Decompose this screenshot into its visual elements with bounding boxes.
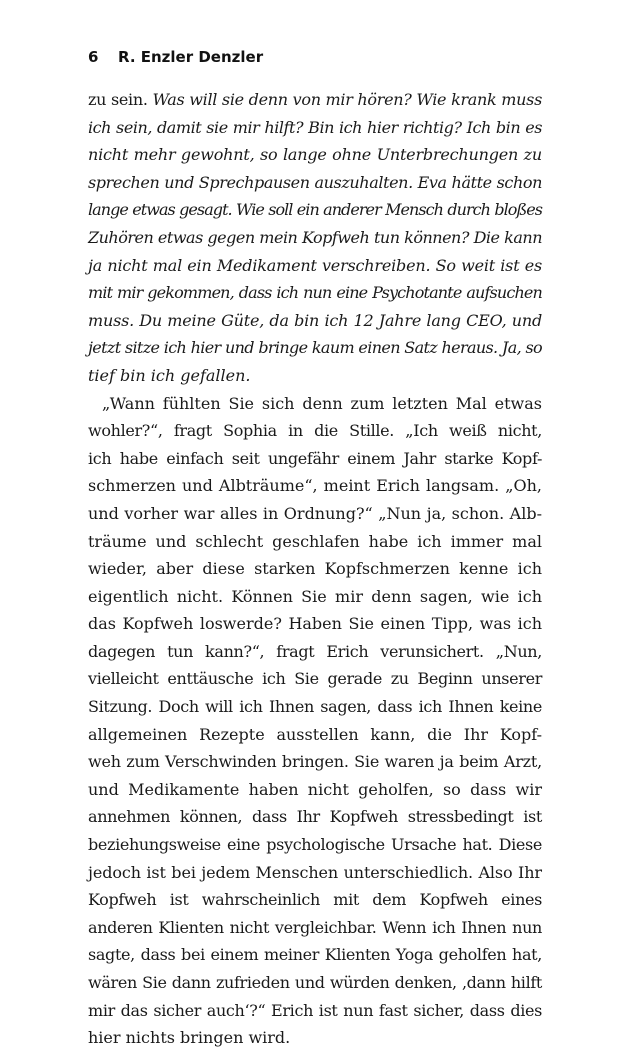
text-line [88, 1024, 542, 1052]
text-line [88, 196, 542, 224]
text-line [88, 693, 542, 721]
text-line [88, 969, 542, 997]
text-line [88, 803, 542, 831]
italic-text-run: muss. Du meine Güte, da bin ich 12 Jahre lang CEO, und [88, 310, 542, 330]
text-line [88, 610, 542, 638]
text-run: schmerzen und Albträume“, meint Erich langsam. „Oh, [88, 476, 542, 496]
text-line [88, 445, 542, 473]
text-run: wieder, aber diese starken Kopfschmerzen kenne ich [88, 559, 542, 579]
text-run: wären Sie dann zufrieden und würden denken, ‚dann hilft [88, 973, 542, 992]
italic-text-run: ich sein, damit sie mir hilft? Bin ich hier richtig? Ich bin es [88, 117, 542, 137]
text-line [88, 141, 542, 169]
text-line [88, 169, 542, 197]
text-line [88, 665, 542, 693]
text-line [88, 776, 542, 804]
italic-text-run: mit mir gekommen, dass ich nun eine Psychotante aufsuchen [88, 283, 542, 303]
text-run: und Medikamente haben nicht geholfen, so dass wir [88, 779, 542, 799]
italic-text-run: nicht mehr gewohnt, so lange ohne Unterbrechungen zu [88, 145, 542, 165]
text-run: wohler?“, fragt Sophia in die Stille. „Ich weiß nicht, [88, 421, 542, 441]
text-run: zu sein. [88, 90, 153, 109]
text-run: hier nichts bringen wird. [88, 1028, 291, 1048]
text-run: weh zum Verschwinden bringen. Sie waren ja beim Arzt, [88, 752, 542, 772]
italic-text-run: ja nicht mal ein Medikament verschreiben. So weit ist es [88, 255, 542, 275]
text-line [88, 748, 542, 776]
text-run: „Wann fühlten Sie sich denn zum letzten Mal etwas [102, 393, 542, 413]
text-line [88, 886, 542, 914]
text-run: sagte, dass bei einem meiner Klienten Yoga geholfen hat, [88, 945, 542, 965]
text-run: jedoch ist bei jedem Menschen unterschiedlich. Also Ihr [88, 862, 542, 882]
text-line [88, 721, 542, 749]
text-line [88, 472, 542, 500]
page-number: 6 [88, 48, 99, 66]
text-line [88, 555, 542, 583]
text-run: Sitzung. Doch will ich Ihnen sagen, dass ich Ihnen keine [88, 697, 542, 717]
text-line [88, 528, 542, 556]
text-line [88, 914, 542, 942]
text-run: beziehungsweise eine psychologische Ursache hat. Diese [88, 835, 542, 855]
text-line [88, 583, 542, 611]
italic-text-run: sprechen und Sprechpausen auszuhalten. Eva hätte schon [88, 172, 542, 192]
text-line [88, 638, 542, 666]
text-run: anderen Klienten nicht vergleichbar. Wenn ich Ihnen nun [88, 917, 542, 937]
text-run: dagegen tun kann?“, fragt Erich verunsichert. „Nun, [88, 641, 542, 661]
text-line [88, 997, 542, 1025]
text-run: allgemeinen Rezepte ausstellen kann, die Ihr Kopf- [88, 724, 542, 744]
body-text [88, 86, 542, 1052]
text-line [88, 390, 542, 418]
text-line [88, 417, 542, 445]
author-name: R. Enzler Denzler [118, 48, 264, 66]
italic-text-run: Zuhören etwas gegen mein Kopfweh tun können? Die kann [88, 227, 542, 247]
text-line [88, 252, 542, 280]
text-run: mir das sicher auch‘?“ Erich ist nun fast sicher, dass dies [88, 1000, 542, 1020]
text-run: Kopfweh ist wahrscheinlich mit dem Kopfweh eines [88, 890, 542, 910]
text-run: ich habe einfach seit ungefähr einem Jahr starke Kopf- [88, 448, 542, 468]
text-run: eigentlich nicht. Können Sie mir denn sagen, wie ich [88, 586, 542, 606]
text-run: das Kopfweh loswerde? Haben Sie einen Tipp, was ich [88, 614, 542, 634]
italic-text-run: jetzt sitze ich hier und bringe kaum einen Satz heraus. Ja, so [88, 338, 542, 358]
text-run: träume und schlecht geschlafen habe ich immer mal [88, 531, 542, 551]
text-line [88, 114, 542, 142]
text-line [88, 86, 542, 114]
text-line [88, 307, 542, 335]
text-run: annehmen können, dass Ihr Kopfweh stressbedingt ist [88, 807, 542, 827]
text-line [88, 334, 542, 362]
text-line [88, 941, 542, 969]
text-line [88, 831, 542, 859]
text-line [88, 279, 542, 307]
running-header [88, 48, 263, 66]
text-line [88, 362, 542, 390]
italic-text-run: lange etwas gesagt. Wie soll ein anderer Mensch durch bloßes [88, 200, 542, 220]
text-run: vielleicht enttäusche ich Sie gerade zu Beginn unserer [88, 669, 542, 689]
text-line [88, 500, 542, 528]
italic-text-run: tief bin ich gefallen. [88, 365, 251, 385]
italic-text-run: Was will sie denn von mir hören? Wie krank muss [152, 90, 542, 109]
text-line [88, 859, 542, 887]
text-run: und vorher war alles in Ordnung?“ „Nun ja, schon. Alb- [88, 503, 542, 523]
text-line [88, 224, 542, 252]
